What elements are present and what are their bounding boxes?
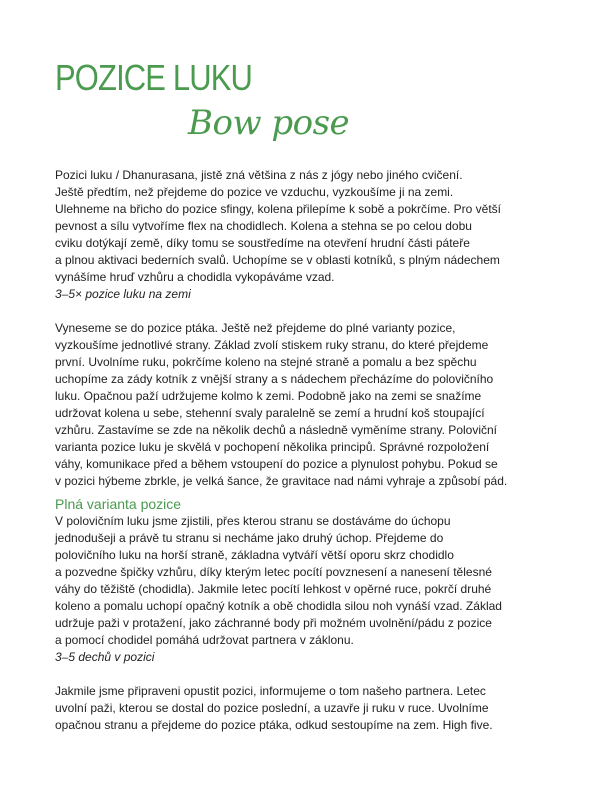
text-line: a pozvedne špičky vzhůru, díky kterým letec pocítí povznesení a nanesení tělesné [55, 565, 492, 579]
text-line: váhy do těžiště (chodidla). Jakmile letec pocítí lehkost v opěrné ruce, pokrčí druhé [55, 582, 492, 596]
text-line: vyzkoušíme jednotlivé strany. Základ zvolí stiskem ruky stranu, do které přejdeme [55, 338, 489, 352]
article-body [55, 167, 545, 734]
text-line: vzhůru. Zastavíme se zde na několik dechů a následně vyměníme strany. Poloviční [55, 423, 498, 437]
text-line: pevnost a sílu vytvoříme flex na chodidlech. Kolena a stehna se po celou dobu [55, 219, 472, 233]
breath-count-note: 3–5 dechů v pozici [55, 650, 155, 664]
text-line: vynášíme hruď vzhůru a chodidla vykopáváme vzad. [55, 270, 335, 284]
text-line: v pozici hýbeme zbrkle, je velká šance, že gravitace nad námi vyhraje a způsobí pád. [55, 474, 508, 488]
text-line: a pomocí chodidel pomáhá udržovat partnera v záklonu. [55, 633, 354, 647]
text-line: a plnou aktivaci bederních svalů. Uchopíme se v oblasti kotníků, s plným nádechem [55, 253, 500, 267]
text-line: varianta pozice luku je skvělá v pochopení několika principů. Správné rozpoložení [55, 440, 490, 454]
text-line: V polovičním luku jsme zjistili, přes kterou stranu se dostáváme do úchopu [55, 514, 451, 528]
text-line: Jakmile jsme připraveni opustit pozici, informujeme o tom našeho partnera. Letec [55, 684, 486, 698]
paragraph-spacer [55, 666, 545, 683]
text-line: polovičního luku na horší straně, základna vytváří větší oporu skrz chodidlo [55, 548, 454, 562]
repetition-note: 3–5× pozice luku na zemi [55, 287, 191, 301]
text-line: cviku dotýkají země, díky tomu se soustředíme na otevření hrudní části páteře [55, 236, 470, 250]
text-line: jednodušeji a právě tu stranu si necháme jako druhý úchop. Přejdeme do [55, 531, 444, 545]
text-line: Ještě předtím, než přejdeme do pozice ve vzduchu, vyzkoušíme ji na zemi. [55, 185, 454, 199]
text-line: první. Uvolníme ruku, pokrčíme koleno na stejné straně a pomalu a bez spěchu [55, 355, 477, 369]
text-line: opačnou stranu a přejdeme do pozice ptáka, odkud sestoupíme na zem. High five. [55, 718, 493, 732]
paragraph-half-bow [55, 320, 545, 490]
text-line: uvolní paži, kterou se dostal do pozice poslední, a uzavře ji ruku v ruce. Uvolníme [55, 701, 489, 715]
paragraph-exit-pose [55, 683, 545, 734]
page-title: POZICE LUKU [55, 57, 252, 98]
text-line: Vyneseme se do pozice ptáka. Ještě než přejdeme do plné varianty pozice, [55, 321, 456, 335]
text-line: Pozici luku / Dhanurasana, jistě zná většina z nás z jógy nebo jiného cvičení. [55, 168, 463, 182]
text-line: váhy, komunikace před a během vstoupení do pozice a plynulost pohybu. Pokud se [55, 457, 498, 471]
text-line: udržovat kolena u sebe, stehenní svaly paralelně se zemí a hrudní koš stoupající [55, 406, 485, 420]
text-line: Ulehneme na břicho do pozice sfingy, kolena přilepíme k sobě a pokrčíme. Pro větší [55, 202, 502, 216]
page-subtitle: Bow pose [188, 103, 350, 143]
text-line: koleno a pomalu uchopí opačný kotník a obě chodidla silou noh vynáší vzad. Základ [55, 599, 502, 613]
paragraph-full-variant [55, 513, 545, 666]
text-line: udržuje paži v protažení, jako záchranné body při možném uvolnění/pádu z pozice [55, 616, 492, 630]
section-heading-full-variant: Plná varianta pozice [55, 496, 182, 512]
paragraph-ground-practice [55, 167, 545, 303]
paragraph-spacer [55, 303, 545, 320]
text-line: uchopíme za zády kotník z vnější strany a s nádechem přecházíme do polovičního [55, 372, 494, 386]
text-line: luku. Opačnou paží udržujeme kolmo k zemi. Podobně jako na zemi se snažíme [55, 389, 482, 403]
